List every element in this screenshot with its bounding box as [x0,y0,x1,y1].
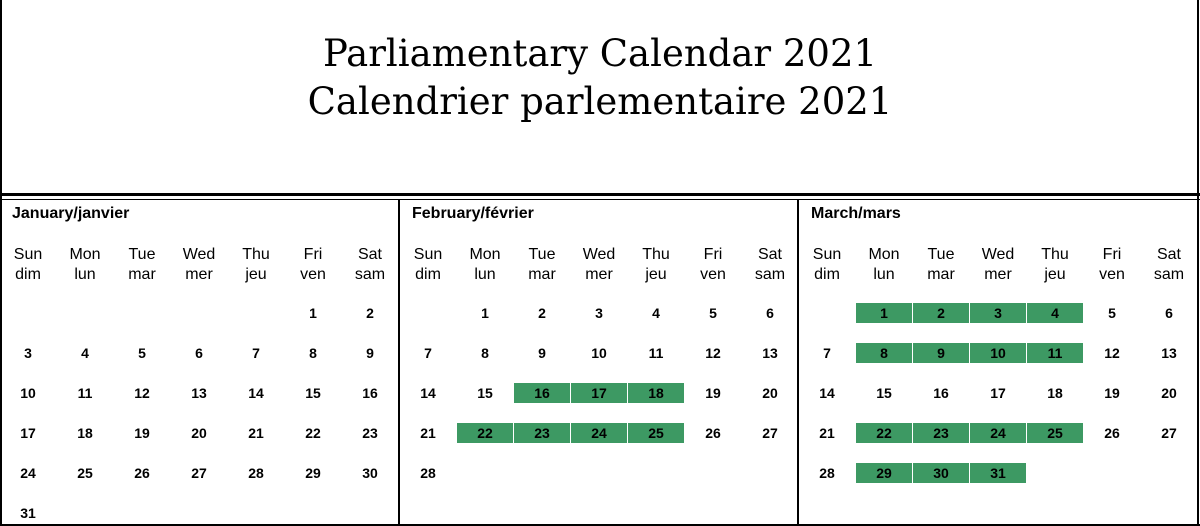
day-cell: 5 [138,345,146,361]
weekday-en: Fri [703,246,723,263]
month-february [400,200,798,526]
weekday-fr: jeu [245,266,267,283]
weekday-header [457,245,513,285]
weekday-header [114,245,170,285]
month-name: March/mars [811,205,901,222]
weekday-fr: sam [754,266,786,283]
day-cell: 5 [709,305,717,321]
weekday-en: Thu [242,246,270,263]
day-cell: 20 [1161,385,1177,401]
weekday-fr: dim [415,266,441,283]
weekday-fr: dim [814,266,840,283]
day-cell: 19 [134,425,150,441]
day-cell: 3 [24,345,32,361]
sitting-day-cell: 31 [970,463,1026,483]
sitting-day-cell: 9 [913,343,969,363]
day-cell: 17 [20,425,36,441]
sitting-day-cell: 3 [970,303,1026,323]
day-cell: 4 [652,305,660,321]
day-cell: 14 [420,385,436,401]
day-cell: 18 [77,425,93,441]
day-cell: 16 [933,385,949,401]
sitting-day-cell: 24 [970,423,1026,443]
weekday-fr: mar [528,266,556,283]
day-cell: 7 [424,345,432,361]
day-cell: 12 [705,345,721,361]
day-cell: 21 [248,425,264,441]
day-cell: 23 [362,425,378,441]
day-cell: 3 [595,305,603,321]
weekday-fr: dim [15,266,41,283]
weekday-fr: lun [474,266,496,283]
weekday-en: Fri [303,246,323,263]
day-cell: 16 [362,385,378,401]
weekday-fr: mer [984,266,1012,283]
month-name: January/janvier [12,205,130,222]
day-cell: 31 [20,505,36,521]
weekday-en: Sun [13,246,43,263]
weekday-header [742,245,798,285]
weekday-en: Wed [182,246,216,263]
weekday-header [1084,245,1140,285]
sitting-day-cell: 25 [628,423,684,443]
weekday-fr: mar [128,266,156,283]
weekday-header [514,245,570,285]
month-name: February/février [412,205,534,222]
weekday-header [628,245,684,285]
day-cell: 9 [538,345,546,361]
day-cell: 27 [1161,425,1177,441]
weekday-fr: sam [1153,266,1185,283]
sitting-day-cell: 10 [970,343,1026,363]
weekday-header [342,245,398,285]
weekday-en: Sat [757,246,782,263]
weekday-en: Tue [927,246,955,263]
weekday-en: Sat [357,246,382,263]
weekday-fr: lun [873,266,895,283]
day-cell: 5 [1108,305,1116,321]
day-cell: 10 [591,345,607,361]
weekday-en: Tue [128,246,156,263]
day-cell: 28 [819,465,835,481]
weekday-header [685,245,741,285]
day-cell: 21 [819,425,835,441]
day-cell: 28 [248,465,264,481]
day-cell: 4 [81,345,89,361]
weekday-en: Fri [1102,246,1122,263]
sitting-day-cell: 17 [571,383,627,403]
sitting-day-cell: 25 [1027,423,1083,443]
weekday-header [571,245,627,285]
weekday-fr: mar [927,266,955,283]
sitting-day-cell: 30 [913,463,969,483]
weekday-header [171,245,227,285]
day-cell: 10 [20,385,36,401]
day-cell: 12 [1104,345,1120,361]
sitting-day-cell: 23 [913,423,969,443]
title-english: Parliamentary Calendar 2021 [322,32,878,75]
sitting-day-cell: 2 [913,303,969,323]
day-cell: 19 [705,385,721,401]
weekday-en: Tue [528,246,556,263]
day-cell: 7 [823,345,831,361]
day-cell: 8 [309,345,317,361]
sitting-day-cell: 8 [856,343,912,363]
sitting-day-cell: 23 [514,423,570,443]
sitting-day-cell: 11 [1027,343,1083,363]
day-cell: 19 [1104,385,1120,401]
weekday-fr: jeu [645,266,667,283]
weekday-en: Sat [1156,246,1181,263]
weekday-header [1027,245,1083,285]
sitting-day-cell: 1 [856,303,912,323]
day-cell: 30 [362,465,378,481]
day-cell: 27 [191,465,207,481]
weekday-header [0,245,56,285]
day-cell: 13 [762,345,778,361]
weekday-en: Mon [69,246,101,263]
day-cell: 18 [1047,385,1063,401]
sitting-day-cell: 22 [856,423,912,443]
weekday-fr: ven [1099,266,1125,283]
day-cell: 28 [420,465,436,481]
month-march [799,200,1197,526]
weekday-fr: mer [185,266,213,283]
day-cell: 24 [20,465,36,481]
weekday-en: Mon [868,246,900,263]
weekday-header [1141,245,1197,285]
sitting-day-cell: 4 [1027,303,1083,323]
weekday-fr: ven [300,266,326,283]
day-cell: 12 [134,385,150,401]
day-cell: 6 [766,305,774,321]
weekday-en: Wed [981,246,1015,263]
weekday-header [799,245,855,285]
day-cell: 20 [762,385,778,401]
weekday-en: Mon [469,246,501,263]
day-cell: 6 [1165,305,1173,321]
day-cell: 13 [1161,345,1177,361]
day-cell: 9 [366,345,374,361]
day-cell: 7 [252,345,260,361]
day-cell: 6 [195,345,203,361]
day-cell: 22 [305,425,321,441]
sitting-day-cell: 18 [628,383,684,403]
day-cell: 11 [77,385,93,401]
day-cell: 26 [1104,425,1120,441]
weekday-fr: lun [74,266,96,283]
day-cell: 26 [134,465,150,481]
day-cell: 27 [762,425,778,441]
title-french: Calendrier parlementaire 2021 [307,80,893,123]
day-cell: 26 [705,425,721,441]
day-cell: 15 [305,385,321,401]
day-cell: 13 [191,385,207,401]
day-cell: 17 [990,385,1006,401]
day-cell: 15 [876,385,892,401]
sitting-day-cell: 29 [856,463,912,483]
weekday-header [856,245,912,285]
sitting-day-cell: 16 [514,383,570,403]
weekday-fr: sam [354,266,386,283]
day-cell: 21 [420,425,436,441]
calendar-title [0,30,1200,126]
day-cell: 11 [648,345,664,361]
day-cell: 2 [366,305,374,321]
weekday-en: Thu [1041,246,1069,263]
day-cell: 1 [481,305,489,321]
weekday-en: Sun [812,246,842,263]
weekday-header [970,245,1026,285]
day-cell: 1 [309,305,317,321]
weekday-fr: mer [585,266,613,283]
weekday-en: Sun [413,246,443,263]
day-cell: 14 [248,385,264,401]
weekday-header [400,245,456,285]
day-cell: 14 [819,385,835,401]
day-cell: 25 [77,465,93,481]
day-cell: 20 [191,425,207,441]
header-rule-thick [0,193,1200,196]
day-cell: 15 [477,385,493,401]
weekday-en: Wed [582,246,616,263]
month-january [0,200,398,526]
weekday-header [285,245,341,285]
sitting-day-cell: 22 [457,423,513,443]
sitting-day-cell: 24 [571,423,627,443]
day-cell: 2 [538,305,546,321]
weekday-fr: jeu [1044,266,1066,283]
weekday-fr: ven [700,266,726,283]
day-cell: 29 [305,465,321,481]
weekday-header [57,245,113,285]
weekday-en: Thu [642,246,670,263]
weekday-header [913,245,969,285]
weekday-header [228,245,284,285]
day-cell: 8 [481,345,489,361]
